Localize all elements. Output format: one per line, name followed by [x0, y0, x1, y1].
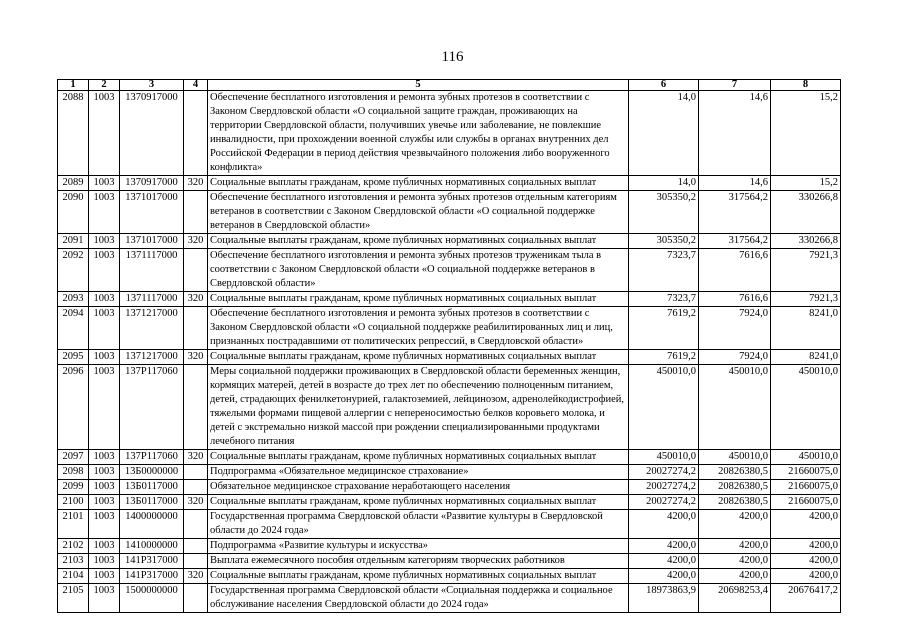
table-cell: 4200,0 [629, 539, 699, 554]
table-cell [184, 584, 208, 613]
header-row [58, 80, 841, 91]
table-row [58, 539, 841, 554]
table-cell: 7616,6 [699, 292, 771, 307]
table-cell: 1003 [89, 365, 120, 450]
table-cell: 21660075,0 [771, 480, 841, 495]
table-row [58, 292, 841, 307]
table-cell: 20027274,2 [629, 480, 699, 495]
table-cell: 8241,0 [771, 350, 841, 365]
table-row [58, 176, 841, 191]
table-cell: 20027274,2 [629, 465, 699, 480]
table-cell: 1410000000 [120, 539, 184, 554]
table-row [58, 307, 841, 350]
table-cell: Меры социальной поддержки проживающих в Свердловской области беременных женщин, кормящих матерей, детей в возрасте до трех лет по обеспечению полноценным питанием, детей, страдающих фенилкетонурией, галактоземией, лейцинозом, адренолейкодистрофией, тяжелыми формами пищевой аллергии с непереносимостью белков коровьего молока, и детей с экстремально низкой массой при рождении специализированными продуктами лечебного питания [208, 365, 629, 450]
table-row [58, 569, 841, 584]
table-cell [184, 465, 208, 480]
table-cell [184, 191, 208, 234]
table-cell: 20027274,2 [629, 495, 699, 510]
table-cell: 2088 [58, 91, 89, 176]
table-cell: 4200,0 [771, 510, 841, 539]
table-row [58, 495, 841, 510]
table-cell: 1371017000 [120, 191, 184, 234]
table-cell: 7921,3 [771, 292, 841, 307]
table-cell: 4200,0 [699, 510, 771, 539]
table-row [58, 465, 841, 480]
table-cell: 1371217000 [120, 307, 184, 350]
table-cell: 1003 [89, 91, 120, 176]
table-cell: 14,6 [699, 176, 771, 191]
table-cell: 13Б0000000 [120, 465, 184, 480]
table-cell: 2091 [58, 234, 89, 249]
table-cell: 1400000000 [120, 510, 184, 539]
table-cell: 13Б0117000 [120, 495, 184, 510]
table-row [58, 584, 841, 613]
table-cell: Государственная программа Свердловской области «Социальная поддержка и социальное обслуживание населения Свердловской области до 2024 года» [208, 584, 629, 613]
table-cell: 14,6 [699, 91, 771, 176]
column-header: 6 [629, 80, 699, 91]
table-cell: 7924,0 [699, 350, 771, 365]
table-cell: 4200,0 [699, 554, 771, 569]
table-cell: Подпрограмма «Развитие культуры и искусства» [208, 539, 629, 554]
table-cell: 320 [184, 234, 208, 249]
table-cell: 2092 [58, 249, 89, 292]
table-cell: 450010,0 [629, 450, 699, 465]
table-cell: 4200,0 [771, 569, 841, 584]
column-header: 7 [699, 80, 771, 91]
table-cell: 20826380,5 [699, 495, 771, 510]
table-cell: 1003 [89, 350, 120, 365]
column-header: 4 [184, 80, 208, 91]
table-cell [184, 91, 208, 176]
table-cell: 450010,0 [629, 365, 699, 450]
table-cell: 2100 [58, 495, 89, 510]
table-cell: 1003 [89, 450, 120, 465]
column-header: 8 [771, 80, 841, 91]
table-cell: 1003 [89, 176, 120, 191]
table-cell [184, 539, 208, 554]
table-cell: 2099 [58, 480, 89, 495]
budget-table [57, 79, 841, 613]
table-cell: 305350,2 [629, 191, 699, 234]
table-cell: 2090 [58, 191, 89, 234]
page-number: 116 [441, 49, 464, 65]
table-cell: 1371217000 [120, 350, 184, 365]
column-header: 1 [58, 80, 89, 91]
table-cell: 1003 [89, 510, 120, 539]
table-cell [184, 480, 208, 495]
table-cell: 320 [184, 450, 208, 465]
table-cell: 320 [184, 350, 208, 365]
table-cell: 320 [184, 176, 208, 191]
table-cell: 330266,8 [771, 234, 841, 249]
table-row [58, 249, 841, 292]
table-cell: 317564,2 [699, 191, 771, 234]
table-cell: 20826380,5 [699, 480, 771, 495]
table-row [58, 480, 841, 495]
table-cell: 2089 [58, 176, 89, 191]
table-row [58, 554, 841, 569]
table-cell: Государственная программа Свердловской области «Развитие культуры в Свердловской области до 2024 года» [208, 510, 629, 539]
table-cell [184, 510, 208, 539]
table-cell: 8241,0 [771, 307, 841, 350]
table-row [58, 365, 841, 450]
table-cell: 1003 [89, 569, 120, 584]
table-row [58, 510, 841, 539]
table-cell: Обязательное медицинское страхование неработающего населения [208, 480, 629, 495]
table-cell: 320 [184, 569, 208, 584]
table-cell: 1003 [89, 480, 120, 495]
table-cell: 7616,6 [699, 249, 771, 292]
table-cell: 1371017000 [120, 234, 184, 249]
table-cell: 450010,0 [771, 450, 841, 465]
table-cell: 320 [184, 292, 208, 307]
table-cell: 4200,0 [629, 554, 699, 569]
table-cell: 141P317000 [120, 569, 184, 584]
table-cell: 2104 [58, 569, 89, 584]
table-cell: 4200,0 [699, 569, 771, 584]
table-cell: 7323,7 [629, 292, 699, 307]
table-cell: Обеспечение бесплатного изготовления и ремонта зубных протезов в соответствии с Законом Свердловской области «О социальной защите граждан, проживающих на территории Свердловской области, получивших увечье или заболевание, не повлекшие инвалидности, при прохождении военной службы или службы в органах внутренних дел Российской Федерации в период действия чрезвычайного положения либо вооруженного конфликта» [208, 91, 629, 176]
table-cell: Социальные выплаты гражданам, кроме публичных нормативных социальных выплат [208, 234, 629, 249]
table-row [58, 350, 841, 365]
column-header: 3 [120, 80, 184, 91]
table-cell: 1003 [89, 539, 120, 554]
table-cell: 7921,3 [771, 249, 841, 292]
table-cell: 137P117060 [120, 450, 184, 465]
table-cell: Обеспечение бесплатного изготовления и ремонта зубных протезов труженикам тыла в соответствии с Законом Свердловской области «О социальной поддержке ветеранов в Свердловской области» [208, 249, 629, 292]
table-row [58, 191, 841, 234]
table-cell [184, 365, 208, 450]
table-cell [184, 554, 208, 569]
table-cell: 2101 [58, 510, 89, 539]
table-row [58, 450, 841, 465]
table-cell: 450010,0 [771, 365, 841, 450]
table-cell: 305350,2 [629, 234, 699, 249]
table-cell: 330266,8 [771, 191, 841, 234]
table-cell: 7619,2 [629, 350, 699, 365]
table-cell [184, 249, 208, 292]
table-cell: Социальные выплаты гражданам, кроме публичных нормативных социальных выплат [208, 350, 629, 365]
table-cell: 20698253,4 [699, 584, 771, 613]
table-cell: 2095 [58, 350, 89, 365]
table-cell: 1003 [89, 249, 120, 292]
table-cell: Социальные выплаты гражданам, кроме публичных нормативных социальных выплат [208, 292, 629, 307]
table-cell: Социальные выплаты гражданам, кроме публичных нормативных социальных выплат [208, 176, 629, 191]
table-cell: 317564,2 [699, 234, 771, 249]
table-cell: 20826380,5 [699, 465, 771, 480]
table-cell: 1003 [89, 554, 120, 569]
table-cell: Социальные выплаты гражданам, кроме публичных нормативных социальных выплат [208, 450, 629, 465]
table-cell: 1003 [89, 292, 120, 307]
table-cell: 1371117000 [120, 292, 184, 307]
table-cell: 1003 [89, 307, 120, 350]
table-cell: 137P117060 [120, 365, 184, 450]
table-cell: Обеспечение бесплатного изготовления и ремонта зубных протезов отдельным категориям ветеранов в соответствии с Законом Свердловской области «О социальной поддержке ветеранов в Свердловской области» [208, 191, 629, 234]
table-cell: 4200,0 [771, 554, 841, 569]
table-cell: Социальные выплаты гражданам, кроме публичных нормативных социальных выплат [208, 569, 629, 584]
table-cell: Выплата ежемесячного пособия отдельным категориям творческих работников [208, 554, 629, 569]
table-cell: 21660075,0 [771, 465, 841, 480]
table-cell: 20676417,2 [771, 584, 841, 613]
table-cell: 13Б0117000 [120, 480, 184, 495]
table-cell: 21660075,0 [771, 495, 841, 510]
table-cell: 2097 [58, 450, 89, 465]
table-cell: 18973863,9 [629, 584, 699, 613]
table-cell: 2094 [58, 307, 89, 350]
table-cell: 14,0 [629, 176, 699, 191]
table-row [58, 234, 841, 249]
table-cell: 4200,0 [629, 510, 699, 539]
table-cell: 2093 [58, 292, 89, 307]
table-cell: Подпрограмма «Обязательное медицинское страхование» [208, 465, 629, 480]
table-cell: 320 [184, 495, 208, 510]
table-cell: 1003 [89, 495, 120, 510]
table-cell: 15,2 [771, 176, 841, 191]
table-cell: 7323,7 [629, 249, 699, 292]
table-cell: 1003 [89, 234, 120, 249]
table-cell: 4200,0 [629, 569, 699, 584]
table-cell: 4200,0 [699, 539, 771, 554]
table-cell: Социальные выплаты гражданам, кроме публичных нормативных социальных выплат [208, 495, 629, 510]
table-cell: 1370917000 [120, 91, 184, 176]
table-cell: 7924,0 [699, 307, 771, 350]
table-cell: 2105 [58, 584, 89, 613]
table-cell: 450010,0 [699, 365, 771, 450]
column-header: 2 [89, 80, 120, 91]
table-cell: Обеспечение бесплатного изготовления и ремонта зубных протезов в соответствии с Законом Свердловской области «О социальной поддержке реабилитированных лиц и лиц, признанных пострадавшими от политических репрессий, в Свердловской области» [208, 307, 629, 350]
table-cell: 15,2 [771, 91, 841, 176]
table-cell: 2098 [58, 465, 89, 480]
table-cell: 450010,0 [699, 450, 771, 465]
table-cell: 1500000000 [120, 584, 184, 613]
table-cell: 4200,0 [771, 539, 841, 554]
table-cell: 2103 [58, 554, 89, 569]
table-cell: 1371117000 [120, 249, 184, 292]
table-cell: 2102 [58, 539, 89, 554]
table-cell: 1370917000 [120, 176, 184, 191]
table-cell: 14,0 [629, 91, 699, 176]
table-cell: 141P317000 [120, 554, 184, 569]
table-cell: 1003 [89, 191, 120, 234]
table-cell: 2096 [58, 365, 89, 450]
table-cell [184, 307, 208, 350]
table-row [58, 91, 841, 176]
table-cell: 1003 [89, 465, 120, 480]
column-header: 5 [208, 80, 629, 91]
table-cell: 7619,2 [629, 307, 699, 350]
table-cell: 1003 [89, 584, 120, 613]
